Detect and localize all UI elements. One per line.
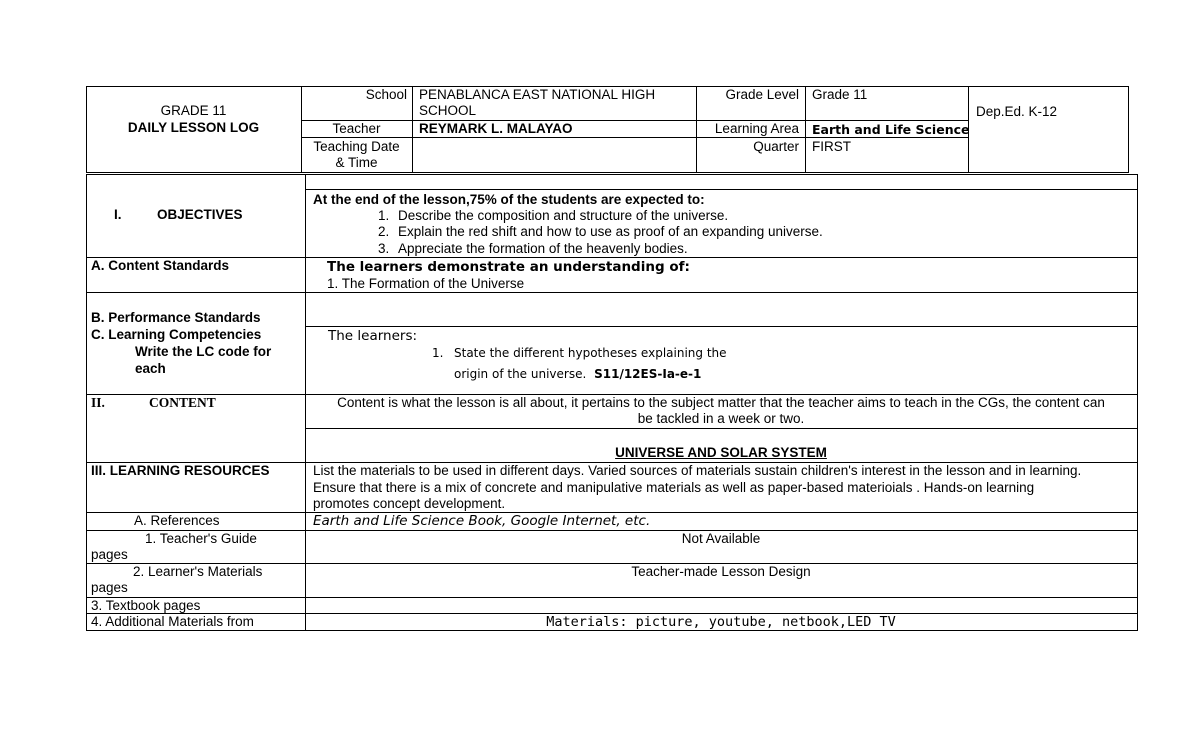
- table-border: [86, 597, 1138, 598]
- content-standards-text: The learners demonstrate an understanding of:: [327, 259, 690, 275]
- competencies-intro: The learners:: [328, 328, 418, 344]
- table-border: [86, 257, 1138, 258]
- resources-description-cont: promotes concept development.: [313, 496, 506, 511]
- teacher-guide-label: 1. Teacher's Guide: [145, 531, 257, 546]
- additional-materials-label: 4. Additional Materials from: [91, 614, 254, 629]
- teaching-date-label: Teaching Date: [313, 139, 400, 154]
- list-item-number: 1.: [378, 208, 390, 223]
- log-title: DAILY LESSON LOG: [127, 120, 260, 135]
- references-label: A. References: [134, 513, 220, 528]
- learning-area-label: Learning Area: [714, 121, 799, 136]
- school-value-cont: SCHOOL: [419, 103, 477, 118]
- grade-level-value: Grade 11: [812, 87, 868, 102]
- curriculum-label: Dep.Ed. K-12: [976, 104, 1058, 119]
- content-standards-label: A. Content Standards: [91, 258, 230, 273]
- content-description: Content is what the lesson is all about, it pertains to the subject matter that the teacher aims to teach in the CGs, the content can: [337, 395, 1105, 410]
- learner-materials-value: Teacher-made Lesson Design: [631, 564, 811, 579]
- content-topic: UNIVERSE AND SOLAR SYSTEM: [615, 445, 827, 460]
- competencies-label: C. Learning Competencies: [91, 327, 262, 342]
- list-item-number: 3.: [378, 241, 390, 256]
- teacher-value: REYMARK L. MALAYAO: [419, 121, 573, 136]
- competency-code: S11/12ES-Ia-e-1: [594, 367, 702, 381]
- additional-materials-value: Materials: picture, youtube, netbook,LED TV: [546, 614, 896, 630]
- competencies-sublabel: Write the LC code for: [135, 344, 272, 359]
- competency-text-cont: [454, 366, 701, 382]
- learner-materials-label-cont: pages: [91, 580, 128, 595]
- teacher-guide-label-cont: pages: [91, 547, 128, 562]
- references-value: Earth and Life Science Book, Google Internet, etc.: [313, 513, 651, 529]
- teacher-label: Teacher: [332, 121, 381, 136]
- content-standards-item: 1. The Formation of the Universe: [327, 276, 525, 291]
- quarter-value: FIRST: [812, 139, 851, 154]
- table-border: [305, 428, 1137, 429]
- quarter-label: Quarter: [753, 139, 799, 154]
- school-value: PENABLANCA EAST NATIONAL HIGH: [419, 87, 656, 102]
- objectives-number: I.: [114, 207, 122, 222]
- competency-text-cont-label: origin of the universe.: [454, 367, 587, 381]
- performance-standards-label: B. Performance Standards: [91, 310, 261, 325]
- table-border: [805, 86, 806, 172]
- list-item-number: 1.: [432, 346, 444, 360]
- table-border: [305, 326, 1137, 327]
- learner-materials-label: 2. Learner's Materials: [133, 564, 263, 579]
- resources-label: III. LEARNING RESOURCES: [91, 463, 270, 478]
- list-item: Explain the red shift and how to use as proof of an expanding universe.: [398, 224, 823, 239]
- table-border: [86, 172, 1129, 173]
- teaching-time-label: & Time: [335, 155, 378, 170]
- resources-description-cont: Ensure that there is a mix of concrete and manipulative materials as well as paper-based materioials . Hands-on learning: [313, 480, 1035, 495]
- table-border: [1128, 86, 1129, 172]
- content-number: II.: [91, 395, 105, 410]
- list-item-number: 2.: [378, 224, 390, 239]
- content-heading: CONTENT: [149, 395, 216, 410]
- table-border: [412, 86, 413, 172]
- list-item: Describe the composition and structure of the universe.: [398, 208, 729, 223]
- objectives-intro: At the end of the lesson,75% of the students are expected to:: [313, 192, 705, 207]
- grade-title: GRADE 11: [160, 103, 227, 118]
- teacher-guide-value: Not Available: [681, 531, 761, 546]
- competency-text: State the different hypotheses explaining the: [454, 346, 727, 360]
- content-description-cont: be tackled in a week or two.: [637, 411, 805, 426]
- list-item: Appreciate the formation of the heavenly bodies.: [398, 241, 688, 256]
- table-border: [305, 189, 1137, 190]
- table-border: [86, 630, 1138, 631]
- objectives-heading: OBJECTIVES: [157, 207, 243, 222]
- resources-description: List the materials to be used in different days. Varied sources of materials sustain children's interest in the lesson and in learning.: [313, 463, 1082, 478]
- school-label: School: [365, 87, 407, 102]
- learning-area-value: Earth and Life Science: [812, 122, 970, 137]
- textbook-label: 3. Textbook pages: [91, 598, 201, 613]
- grade-level-label: Grade Level: [725, 87, 799, 102]
- table-border: [86, 292, 1138, 293]
- competencies-sublabel-cont: each: [135, 361, 166, 376]
- table-border: [86, 174, 1138, 175]
